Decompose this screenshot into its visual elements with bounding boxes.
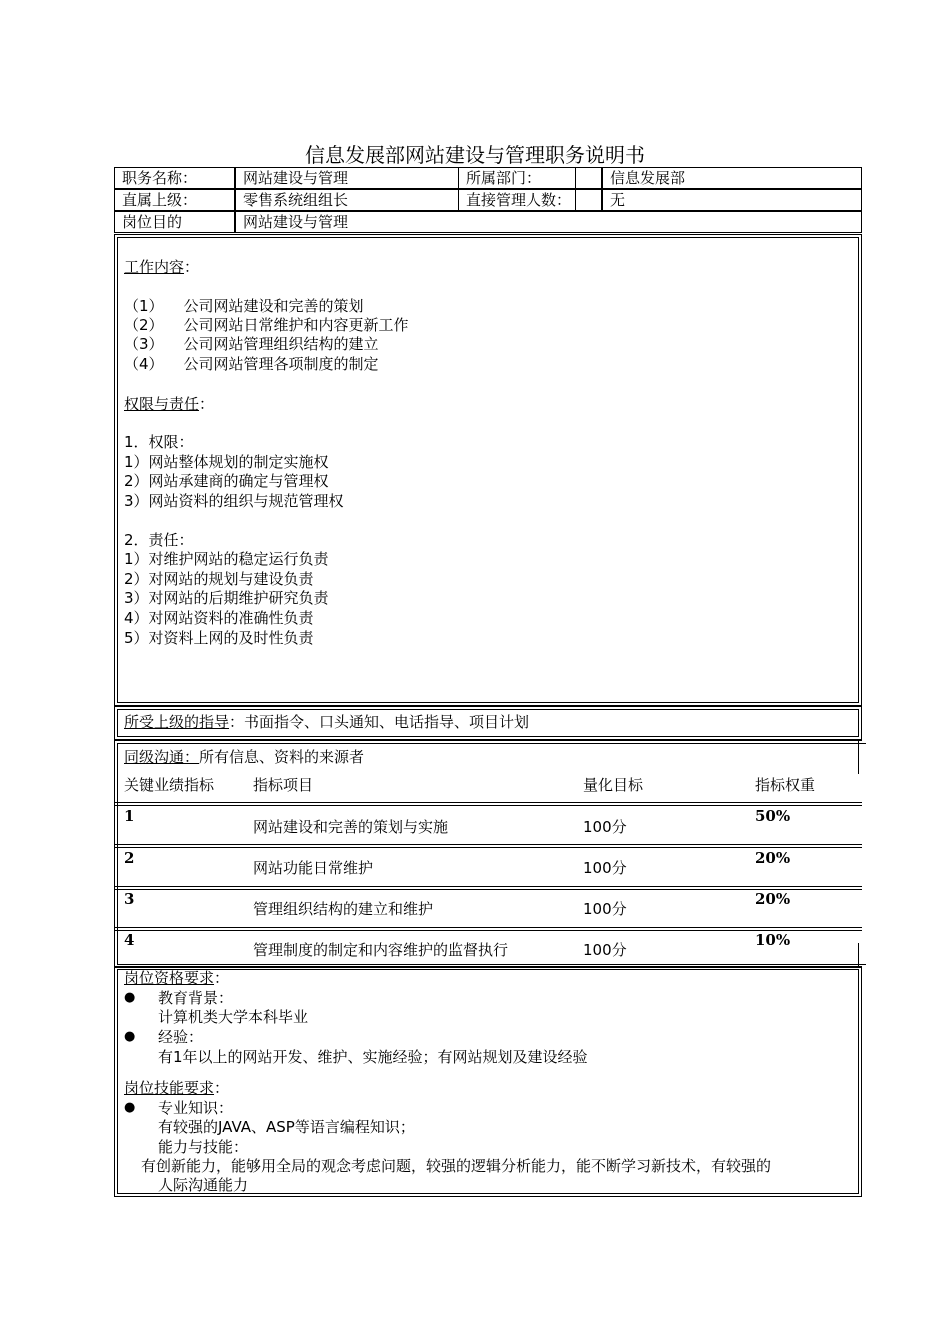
kpi-row-target: 100分	[583, 818, 627, 836]
bullet-icon: ●	[124, 990, 136, 1005]
work-item: （1） 公司网站建设和完善的策划	[124, 297, 364, 315]
kpi-header-item: 指标项目	[253, 776, 314, 794]
ability-text-continued: 人际沟通能力	[158, 1176, 249, 1194]
duty-item: 2）对网站的规划与建设负责	[124, 570, 314, 588]
kpi-header-indicator: 关键业绩指标	[124, 776, 215, 794]
experience-text: 有1年以上的网站开发、维护、实施经验；有网站规划及建设经验	[158, 1048, 588, 1066]
header-row-2	[114, 189, 862, 211]
kpi-row-item: 网站建设和完善的策划与实施	[253, 818, 449, 836]
education-label: 教育背景：	[158, 989, 234, 1007]
purpose-value: 网站建设与管理	[235, 211, 862, 233]
guidance-line: 所受上级的指导：书面指令、口头通知、电话指导、项目计划	[124, 713, 530, 731]
job-title-value: 网站建设与管理	[235, 167, 576, 189]
authority-title: 1．权限：	[124, 433, 194, 451]
kpi-row-target: 100分	[583, 900, 627, 918]
kpi-row-item: 网站功能日常维护	[253, 859, 374, 877]
department-label: 所属部门：	[458, 167, 602, 189]
duty-item: 5）对资料上网的及时性负责	[124, 629, 314, 647]
kpi-row-weight: 20%	[755, 890, 791, 908]
ability-text: 有创新能力，能够用全局的观念考虑问题，较强的逻辑分析能力，能不断学习新技术，有较强的	[141, 1157, 772, 1175]
kpi-row-weight: 10%	[755, 931, 791, 949]
duty-item: 1）对维护网站的稳定运行负责	[124, 550, 329, 568]
job-title-label: 职务名称：	[114, 167, 235, 189]
kpi-row-number: 4	[124, 931, 135, 949]
education-text: 计算机类大学本科毕业	[158, 1008, 309, 1026]
bullet-icon: ●	[124, 1100, 136, 1115]
kpi-row-item: 管理组织结构的建立和维护	[253, 900, 434, 918]
subordinates-label: 直接管理人数：	[458, 189, 602, 211]
kpi-row-target: 100分	[583, 941, 627, 959]
peer-line: 同级沟通：所有信息、资料的来源者	[124, 748, 365, 766]
work-heading: 工作内容：	[124, 258, 200, 276]
supervisor-label: 直属上级：	[114, 189, 235, 211]
kpi-row-target: 100分	[583, 859, 627, 877]
kpi-row-number: 2	[124, 849, 135, 867]
experience-label: 经验：	[158, 1028, 204, 1046]
duty-item: 3）对网站的后期维护研究负责	[124, 589, 329, 607]
skills-heading: 岗位技能要求：	[124, 1079, 230, 1097]
header-row-3	[114, 211, 862, 233]
subordinates-value: 无	[602, 189, 862, 211]
ability-label: 能力与技能：	[158, 1138, 249, 1156]
supervisor-value: 零售系统组组长	[235, 189, 576, 211]
work-item: （3） 公司网站管理组织结构的建立	[124, 335, 379, 353]
kpi-row-weight: 20%	[755, 849, 791, 867]
work-item: （2） 公司网站日常维护和内容更新工作	[124, 316, 409, 334]
authority-item: 2）网站承建商的确定与管理权	[124, 472, 329, 490]
rights-heading: 权限与责任：	[124, 395, 215, 413]
purpose-label: 岗位目的	[114, 211, 235, 233]
department-value: 信息发展部	[602, 167, 862, 189]
kpi-row-item: 管理制度的制定和内容维护的监督执行	[253, 941, 509, 959]
knowledge-label: 专业知识：	[158, 1099, 234, 1117]
work-item: （4） 公司网站管理各项制度的制定	[124, 355, 379, 373]
authority-item: 3）网站资料的组织与规范管理权	[124, 492, 344, 510]
duty-item: 4）对网站资料的准确性负责	[124, 609, 314, 627]
kpi-row-number: 1	[124, 807, 135, 825]
kpi-box	[114, 740, 862, 968]
header-row-1	[114, 167, 862, 189]
kpi-header-target: 量化目标	[583, 776, 644, 794]
kpi-row-number: 3	[124, 890, 135, 908]
authority-item: 1）网站整体规划的制定实施权	[124, 453, 329, 471]
knowledge-text: 有较强的JAVA、ASP等语言编程知识；	[158, 1118, 415, 1136]
page-title: 信息发展部网站建设与管理职务说明书	[305, 143, 645, 167]
kpi-header-weight: 指标权重	[755, 776, 816, 794]
bullet-icon: ●	[124, 1029, 136, 1044]
qualification-heading: 岗位资格要求：	[124, 969, 230, 987]
kpi-row-weight: 50%	[755, 807, 791, 825]
duty-title: 2．责任：	[124, 531, 194, 549]
